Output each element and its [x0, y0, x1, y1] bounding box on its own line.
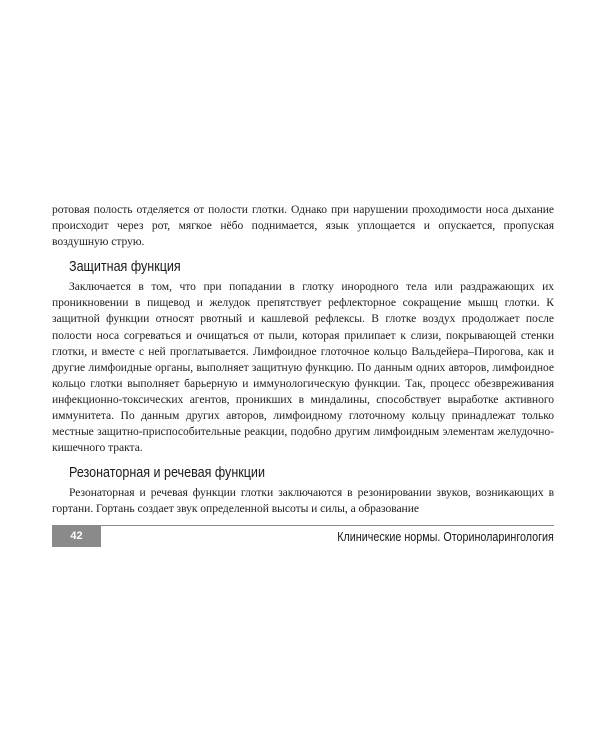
footer-rule	[101, 525, 554, 526]
heading-protective-function: Защитная функция	[69, 259, 181, 276]
page-footer	[52, 525, 554, 547]
running-title: Клинические нормы. Оториноларингология	[337, 530, 554, 544]
paragraph-resonance-function: Резонаторная и речевая функции глотки заключаются в резонировании звуков, возникающих в гортани. Гортань создает звук определенной высоты и силы, а образование	[52, 486, 554, 516]
heading-resonance-function: Резонаторная и речевая функции	[69, 465, 265, 482]
paragraph-intro: ротовая полость отделяется от полости глотки. Однако при нарушении проходимости носа дыхание происходит через рот, мягкое нёбо поднимается, язык уплощается и опускается, пропуская воздушную струю.	[52, 203, 554, 249]
paragraph-protective-function: Заключается в том, что при попадании в глотку инородного тела или раздражающих их проникновении в пищевод и желудок препятствует рефлекторное сокращение мышц глотки. К защитной функции относят рвотный и кашлевой рефлексы. В глотке воздух продолжает после полости носа согреваться и очищаться от пыли, которая прилипает к слизи, покрывающей стенки глотки, и вместе с ней проглатывается. Лимфоидное глоточное кольцо Вальдейера–Пирогова, как и другие лимфоидные органы, выполняет защитную функцию. По данным одних авторов, лимфоидное кольцо глотки выполняет барьерную и иммунологическую функции. Так, процесс обезвреживания инфекционно-токсических агентов, проникших в миндалины, способствует выработке активного иммунитета. По данным других авторов, лимфоидному глоточному кольцу принадлежат только местные защитно-приспособительные реакции, подобно другим лимфоидным элементам желудочно-кишечного тракта.	[52, 280, 554, 455]
page-number: 42	[52, 525, 101, 547]
page-body	[52, 202, 554, 518]
